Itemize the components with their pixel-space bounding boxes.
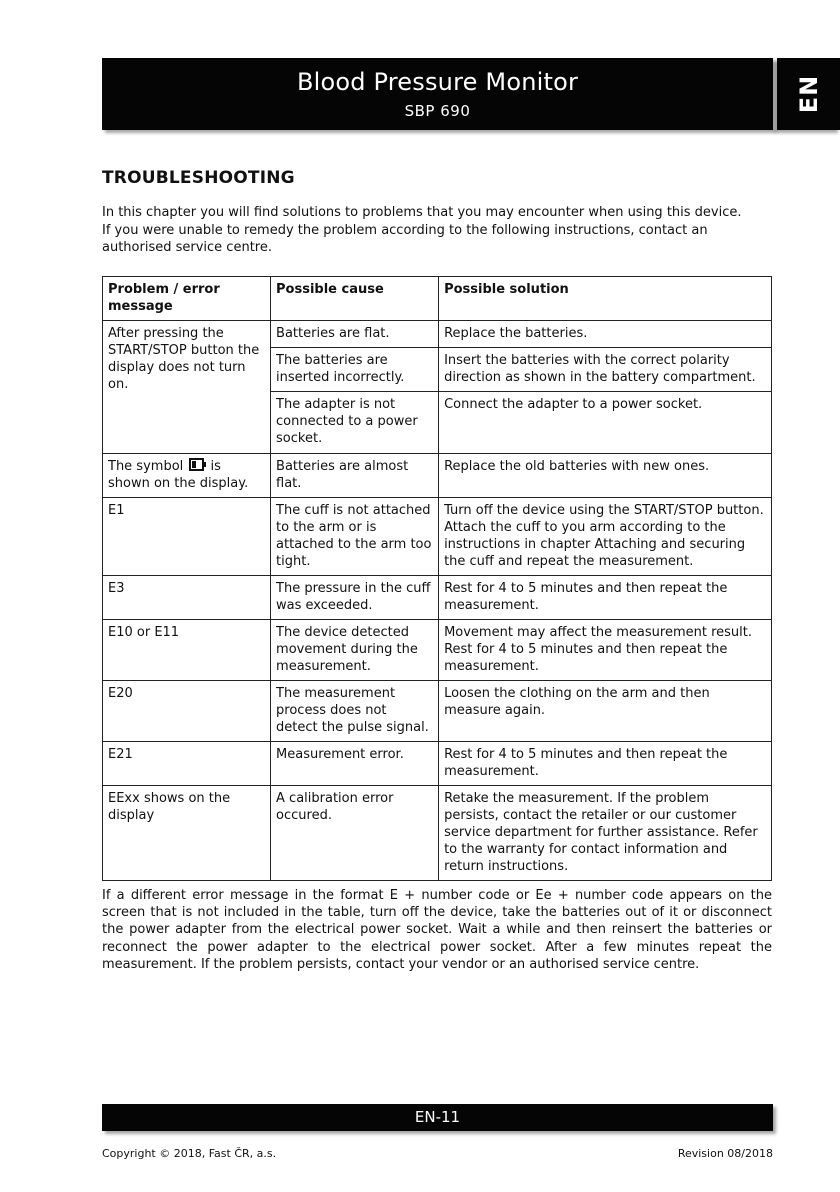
low-battery-icon bbox=[189, 458, 204, 471]
language-tab bbox=[777, 58, 840, 130]
table-row bbox=[103, 321, 772, 348]
problem-text-after: is shown on the display. bbox=[108, 459, 249, 491]
table-row bbox=[103, 620, 772, 681]
solution-cell: Turn off the device using the START/STOP button. Attach the cuff to you arm according to the instructions in chapter Attaching and securing the cuff and repeat the measurement. bbox=[439, 498, 772, 576]
model-number: SBP 690 bbox=[404, 102, 471, 120]
header-bar bbox=[102, 58, 773, 130]
header-cause: Possible cause bbox=[271, 277, 439, 321]
cause-cell: The cuff is not attached to the arm or is attached to the arm too tight. bbox=[271, 498, 439, 576]
copyright: Copyright © 2018, Fast ČR, a.s. bbox=[102, 1147, 277, 1160]
table-row bbox=[103, 498, 772, 576]
table-row bbox=[103, 786, 772, 881]
problem-cell: EExx shows on the display bbox=[103, 786, 271, 881]
header-problem: Problem / error message bbox=[103, 277, 271, 321]
cause-cell: The pressure in the cuff was exceeded. bbox=[271, 576, 439, 620]
cause-cell: The device detected movement during the measurement. bbox=[271, 620, 439, 681]
table-row bbox=[103, 576, 772, 620]
intro-line-2: If you were unable to remedy the problem according to the following instructions, contact an authorised service centre. bbox=[102, 222, 708, 255]
table-header-row bbox=[103, 277, 772, 321]
cause-cell: The measurement process does not detect the pulse signal. bbox=[271, 681, 439, 742]
closing-paragraph: If a different error message in the format E + number code or Ee + number code appears on the screen that is not included in the table, turn off the device, take the batteries out of it or disconnect the power adapter from the electrical power socket. Wait a while and then reinsert the batteries or reconnect the power adapter to the electrical power socket. After a few minutes repeat the measurement. If the problem persists, contact your vendor or an authorised service centre. bbox=[102, 888, 772, 972]
table-row bbox=[103, 681, 772, 742]
problem-cell: E21 bbox=[103, 742, 271, 786]
revision: Revision 08/2018 bbox=[677, 1147, 773, 1160]
solution-cell: Loosen the clothing on the arm and then measure again. bbox=[439, 681, 772, 742]
section-heading: TROUBLESHOOTING bbox=[102, 168, 295, 188]
cause-cell: Batteries are flat. bbox=[271, 321, 439, 348]
document-title: Blood Pressure Monitor bbox=[296, 68, 579, 96]
solution-cell: Replace the old batteries with new ones. bbox=[439, 454, 772, 498]
table-row bbox=[103, 742, 772, 786]
problem-cell: After pressing the START/STOP button the display does not turn on. bbox=[103, 321, 271, 454]
solution-cell: Movement may affect the measurement result. Rest for 4 to 5 minutes and then repeat the measurement. bbox=[439, 620, 772, 681]
language-label: EN bbox=[794, 74, 823, 114]
intro-line-1: In this chapter you will find solutions to problems that you may encounter when using this device. bbox=[102, 205, 742, 220]
solution-cell: Rest for 4 to 5 minutes and then repeat the measurement. bbox=[439, 576, 772, 620]
problem-cell bbox=[103, 454, 271, 498]
cause-cell: Batteries are almost flat. bbox=[271, 454, 439, 498]
cause-cell: Measurement error. bbox=[271, 742, 439, 786]
header-solution: Possible solution bbox=[439, 277, 772, 321]
cause-cell: The batteries are inserted incorrectly. bbox=[271, 348, 439, 392]
cause-cell: A calibration error occured. bbox=[271, 786, 439, 881]
troubleshooting-table bbox=[102, 276, 772, 881]
problem-cell: E20 bbox=[103, 681, 271, 742]
intro-text bbox=[102, 204, 774, 257]
solution-cell: Connect the adapter to a power socket. bbox=[439, 392, 772, 454]
problem-cell: E10 or E11 bbox=[103, 620, 271, 681]
solution-cell: Insert the batteries with the correct polarity direction as shown in the battery compartment. bbox=[439, 348, 772, 392]
problem-cell: E3 bbox=[103, 576, 271, 620]
page-number-bar bbox=[102, 1104, 773, 1131]
page-number: EN-11 bbox=[414, 1108, 461, 1126]
problem-text-before: The symbol bbox=[108, 459, 184, 474]
cause-cell: The adapter is not connected to a power socket. bbox=[271, 392, 439, 454]
solution-cell: Rest for 4 to 5 minutes and then repeat the measurement. bbox=[439, 742, 772, 786]
table-row bbox=[103, 454, 772, 498]
solution-cell: Replace the batteries. bbox=[439, 321, 772, 348]
solution-cell: Retake the measurement. If the problem persists, contact the retailer or our customer service department for further assistance. Refer to the warranty for contact information and return instructions. bbox=[439, 786, 772, 881]
problem-cell: E1 bbox=[103, 498, 271, 576]
